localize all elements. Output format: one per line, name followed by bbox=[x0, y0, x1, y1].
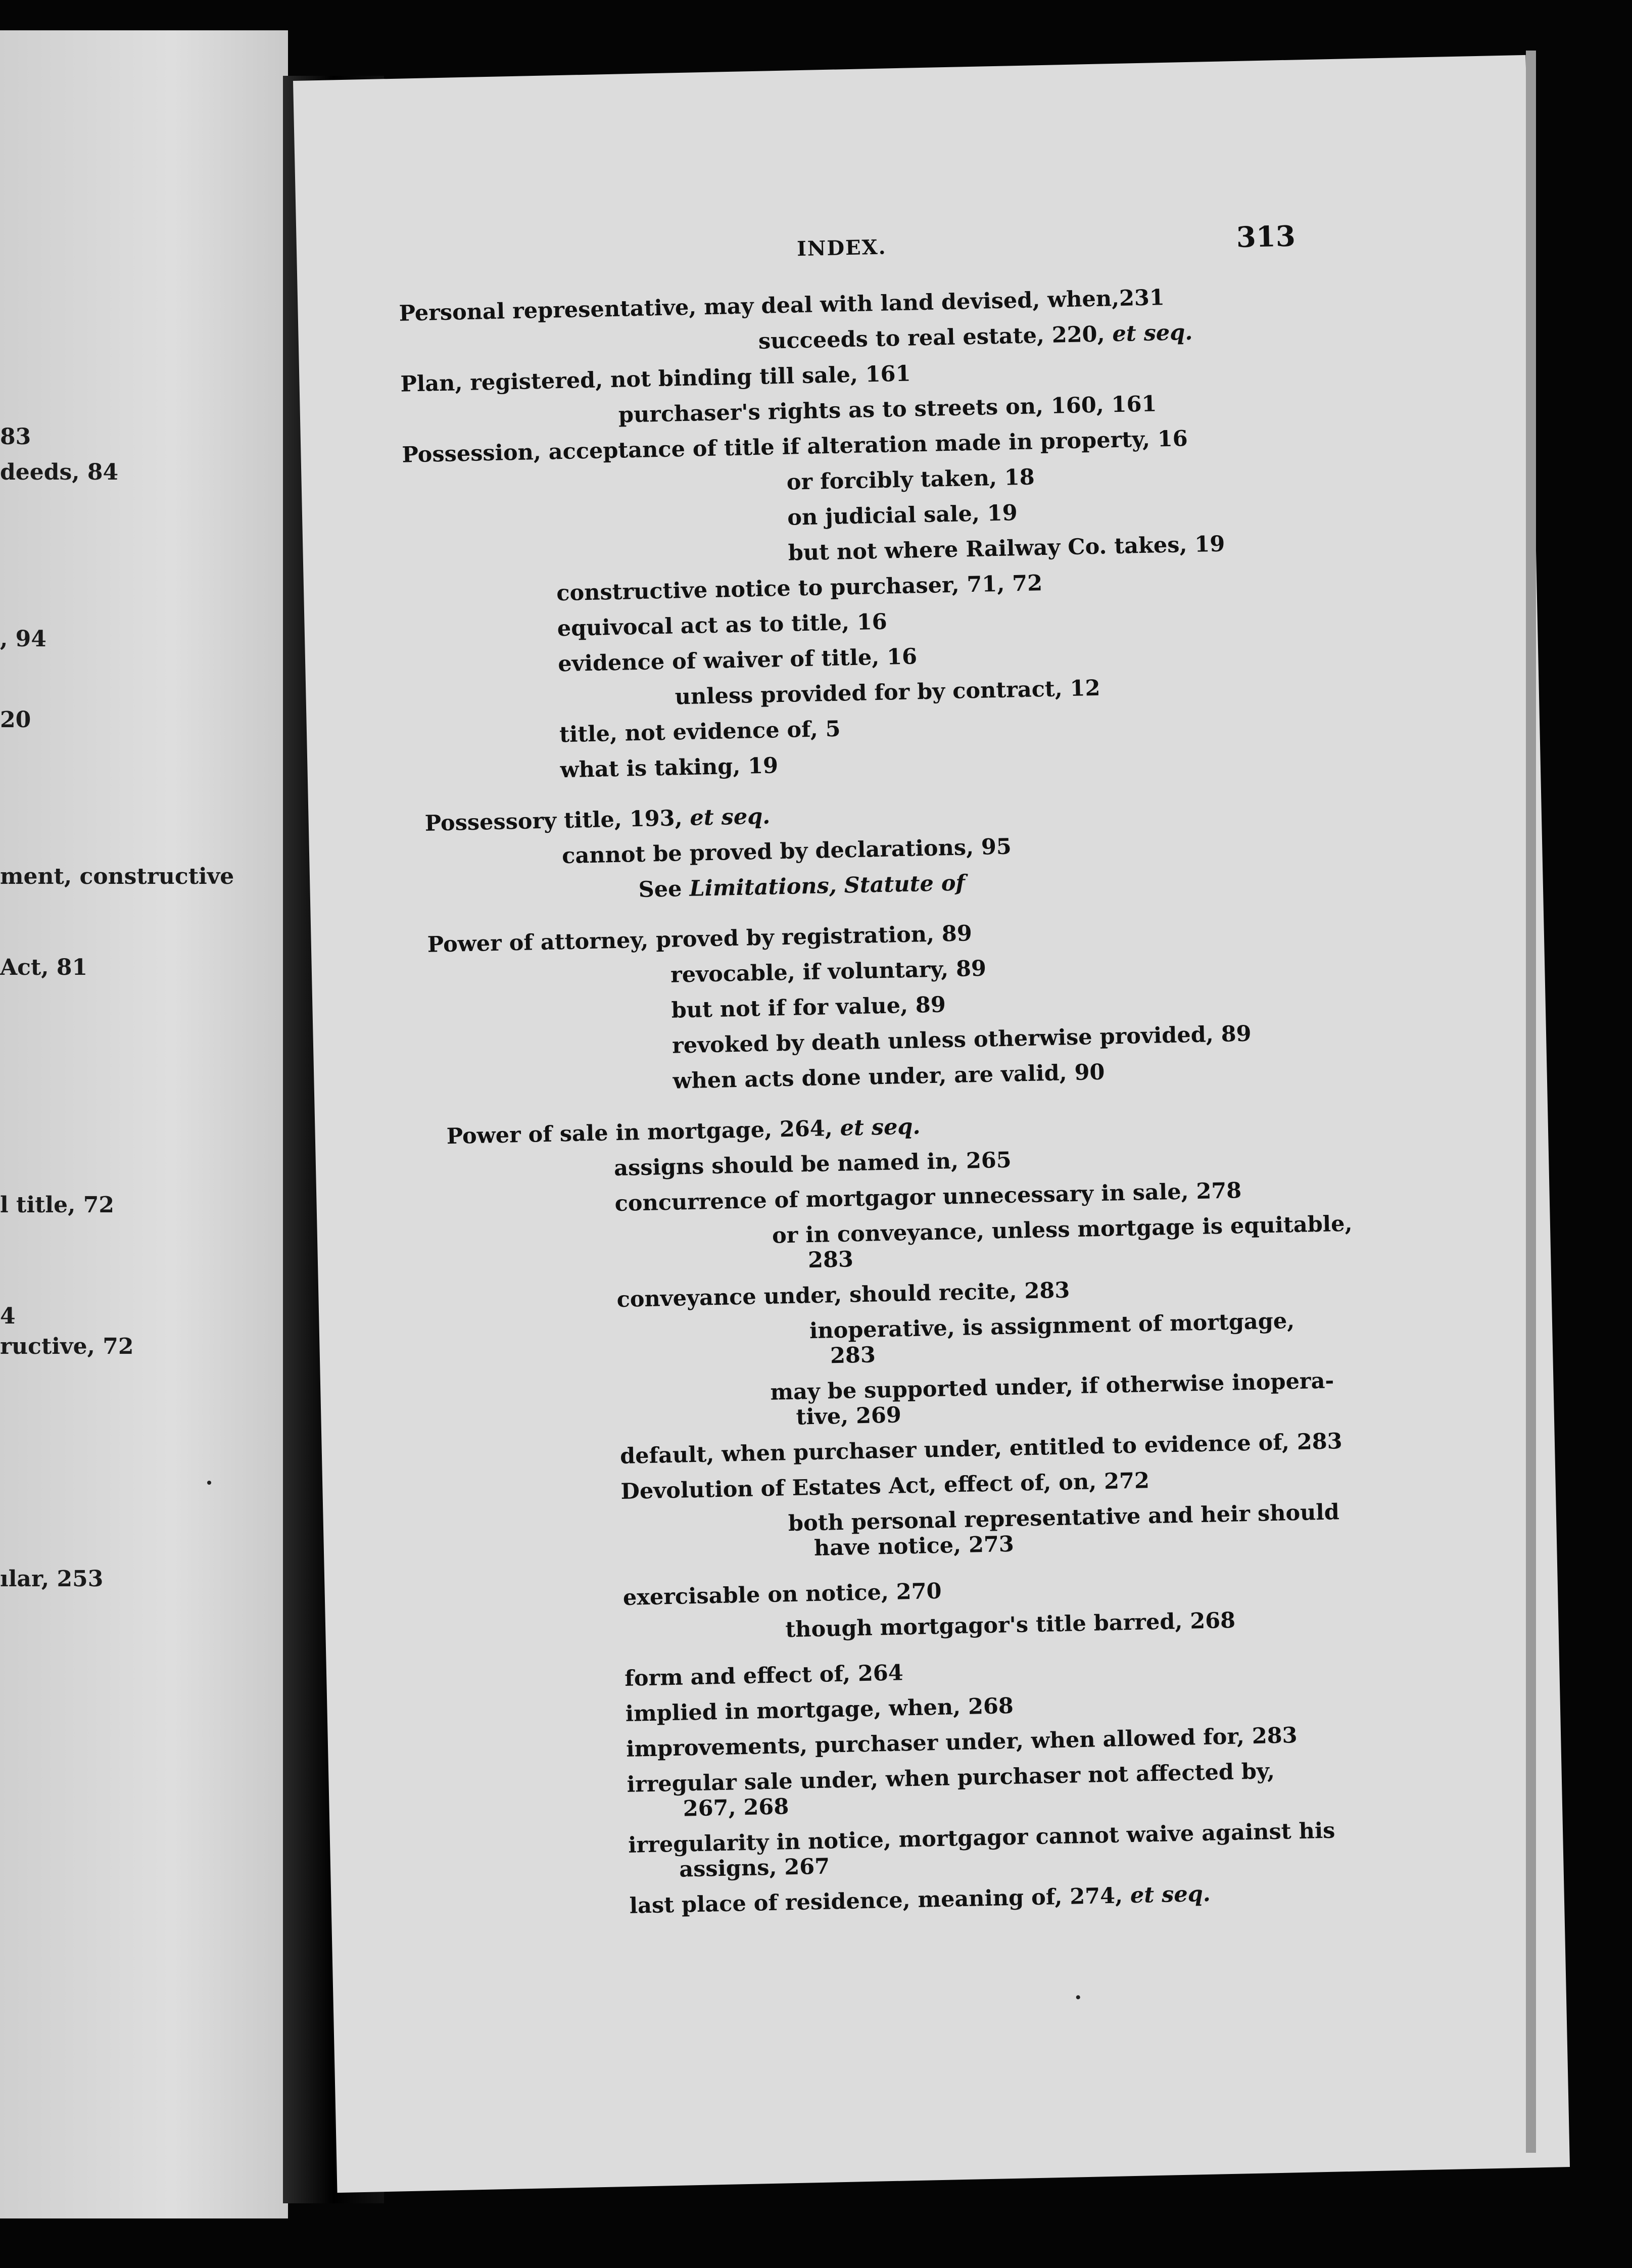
entry-text: Personal representative, may deal with land devised, when,231 bbox=[399, 285, 1165, 326]
entry-text: last place of residence, meaning of, 274, bbox=[629, 1883, 1131, 1919]
index-entry bbox=[399, 285, 1165, 326]
index-entry bbox=[620, 1429, 1342, 1469]
entry-text: or forcibly taken, 18 bbox=[786, 464, 1035, 495]
index-entry bbox=[559, 717, 841, 748]
index-entry bbox=[675, 676, 1100, 710]
index-entry bbox=[814, 1532, 1015, 1561]
index-entry bbox=[670, 956, 987, 988]
facing-page-fragment: 83 bbox=[0, 424, 31, 450]
index-entry bbox=[785, 1608, 1236, 1643]
entry-text: what is taking, 19 bbox=[560, 753, 779, 783]
entry-text: 283 bbox=[830, 1342, 876, 1369]
entry-italic-text: et seq. bbox=[689, 804, 771, 831]
facing-page bbox=[0, 30, 288, 2218]
entry-text: Possession, acceptance of title if alteration made in property, 16 bbox=[402, 426, 1188, 468]
entry-text: cannot be proved by declarations, 95 bbox=[561, 834, 1012, 869]
page-header bbox=[297, 219, 1530, 278]
entry-text: assigns should be named in, 265 bbox=[613, 1147, 1012, 1182]
entry-text: or in conveyance, unless mortgage is equitable, bbox=[772, 1211, 1353, 1249]
page-edge bbox=[1526, 51, 1536, 2153]
entry-text: but not where Railway Co. takes, 19 bbox=[788, 531, 1225, 566]
index-entry bbox=[614, 1178, 1242, 1216]
index-entry bbox=[786, 464, 1035, 495]
entry-italic-text: et seq. bbox=[1130, 1881, 1211, 1909]
entry-text: on judicial sale, 19 bbox=[787, 500, 1018, 531]
index-entry bbox=[626, 1723, 1298, 1762]
entry-text: Plan, registered, not binding till sale, 161 bbox=[400, 361, 911, 397]
index-entry bbox=[796, 1402, 901, 1430]
index-entry bbox=[772, 1211, 1353, 1249]
facing-page-fragment: , 94 bbox=[0, 626, 46, 652]
index-entry bbox=[758, 320, 1192, 354]
index-entry bbox=[673, 1060, 1105, 1094]
entry-text: purchaser's rights as to streets on, 160, 161 bbox=[618, 391, 1157, 428]
entry-italic-text: Limitations, Statute of bbox=[689, 870, 966, 902]
index-entry bbox=[679, 1854, 830, 1882]
page-number: 313 bbox=[1236, 219, 1296, 254]
entry-text: irregular sale under, when purchaser not affected by, bbox=[627, 1759, 1275, 1798]
entry-text: both personal representative and heir should bbox=[788, 1499, 1340, 1537]
index-entry bbox=[614, 1148, 1012, 1181]
index-entry bbox=[427, 921, 972, 958]
entry-italic-text: et seq. bbox=[1112, 319, 1193, 347]
entry-text: Power of sale in mortgage, 264, bbox=[446, 1115, 841, 1150]
entry-text: but not if for value, 89 bbox=[671, 992, 946, 1023]
index-entry bbox=[618, 391, 1157, 428]
entry-italic-text: et seq. bbox=[840, 1114, 921, 1141]
index-entry bbox=[557, 609, 887, 642]
index-entry bbox=[628, 1818, 1335, 1858]
index-entry bbox=[625, 1660, 903, 1691]
index-entry bbox=[808, 1247, 854, 1273]
facing-page-fragment: 4 bbox=[0, 1303, 16, 1329]
entry-text: irregularity in notice, mortgagor cannot waive against his bbox=[628, 1818, 1335, 1858]
ink-speck bbox=[207, 1481, 211, 1485]
entry-text: have notice, 273 bbox=[813, 1531, 1015, 1562]
entry-text: title, not evidence of, 5 bbox=[559, 716, 841, 748]
entry-text: constructive notice to purchaser, 71, 72 bbox=[556, 571, 1043, 606]
index-entry bbox=[830, 1342, 876, 1368]
facing-page-fragment: ment, constructive bbox=[0, 864, 234, 889]
entry-text: implied in mortgage, when, 268 bbox=[625, 1693, 1014, 1727]
facing-page-fragment: Act, 81 bbox=[0, 955, 88, 980]
index-entry bbox=[400, 361, 911, 397]
entry-text: when acts done under, are valid, 90 bbox=[673, 1059, 1105, 1094]
facing-page-fragment: ructive, 72 bbox=[0, 1334, 134, 1359]
running-head: INDEX. bbox=[796, 235, 887, 261]
entry-text: concurrence of mortgagor unnecessary in sale, 278 bbox=[614, 1178, 1242, 1217]
entry-text: tive, 269 bbox=[796, 1402, 902, 1430]
entry-text: form and effect of, 264 bbox=[624, 1660, 904, 1691]
entry-text: default, when purchaser under, entitled to evidence of, 283 bbox=[619, 1429, 1343, 1470]
index-entry bbox=[446, 1114, 921, 1149]
index-entry bbox=[809, 1308, 1295, 1344]
ink-speck bbox=[1076, 1995, 1080, 1999]
index-entry bbox=[556, 571, 1043, 606]
entry-text: equivocal act as to title, 16 bbox=[557, 609, 888, 642]
facing-page-fragment: l title, 72 bbox=[0, 1192, 114, 1218]
entry-text: 267, 268 bbox=[683, 1794, 789, 1822]
index-entry bbox=[562, 834, 1012, 869]
index-entry bbox=[770, 1368, 1334, 1405]
index-entry bbox=[558, 644, 918, 677]
index-entry bbox=[625, 1693, 1014, 1727]
entry-text: evidence of waiver of title, 16 bbox=[557, 644, 918, 677]
index-entry bbox=[629, 1881, 1211, 1919]
index-page bbox=[293, 55, 1570, 2193]
entry-text: Devolution of Estates Act, effect of, on, 272 bbox=[620, 1468, 1150, 1505]
entry-text: assigns, 267 bbox=[679, 1854, 830, 1882]
entry-text: See bbox=[638, 876, 690, 903]
entry-text: conveyance under, should recite, 283 bbox=[616, 1278, 1070, 1313]
index-entry bbox=[788, 532, 1225, 566]
entry-text: 283 bbox=[807, 1247, 854, 1273]
index-entry bbox=[787, 500, 1018, 531]
facing-page-fragment: deeds, 84 bbox=[0, 459, 119, 485]
index-entries bbox=[399, 278, 1510, 1919]
index-entry bbox=[402, 426, 1188, 468]
entry-text: inoperative, is assignment of mortgage, bbox=[809, 1308, 1295, 1344]
entry-text: revocable, if voluntary, 89 bbox=[670, 956, 987, 988]
index-entry bbox=[622, 1579, 942, 1611]
index-entry bbox=[683, 1794, 789, 1821]
entry-text: Power of attorney, proved by registration, 89 bbox=[427, 921, 973, 958]
entry-text: succeeds to real estate, 220, bbox=[758, 321, 1113, 354]
index-entry bbox=[560, 753, 778, 783]
index-entry bbox=[627, 1759, 1275, 1798]
facing-page-fragment: 20 bbox=[0, 707, 31, 733]
index-entry bbox=[671, 992, 946, 1023]
entry-text: revoked by death unless otherwise provided, 89 bbox=[671, 1021, 1252, 1059]
index-entry bbox=[620, 1468, 1149, 1504]
entry-text: exercisable on notice, 270 bbox=[622, 1578, 942, 1611]
entry-text: unless provided for by contract, 12 bbox=[675, 675, 1100, 710]
entry-text: may be supported under, if otherwise inopera- bbox=[770, 1368, 1334, 1405]
index-entry bbox=[788, 1499, 1339, 1536]
entry-text: Possessory title, 193, bbox=[424, 805, 690, 836]
entry-text: though mortgagor's title barred, 268 bbox=[785, 1608, 1236, 1643]
index-entry bbox=[672, 1021, 1252, 1059]
index-entry bbox=[616, 1278, 1070, 1312]
index-entry bbox=[424, 804, 770, 836]
facing-page-fragment: ılar, 253 bbox=[0, 1566, 104, 1592]
index-entry bbox=[638, 871, 965, 903]
entry-text: improvements, purchaser under, when allowed for, 283 bbox=[626, 1723, 1298, 1762]
